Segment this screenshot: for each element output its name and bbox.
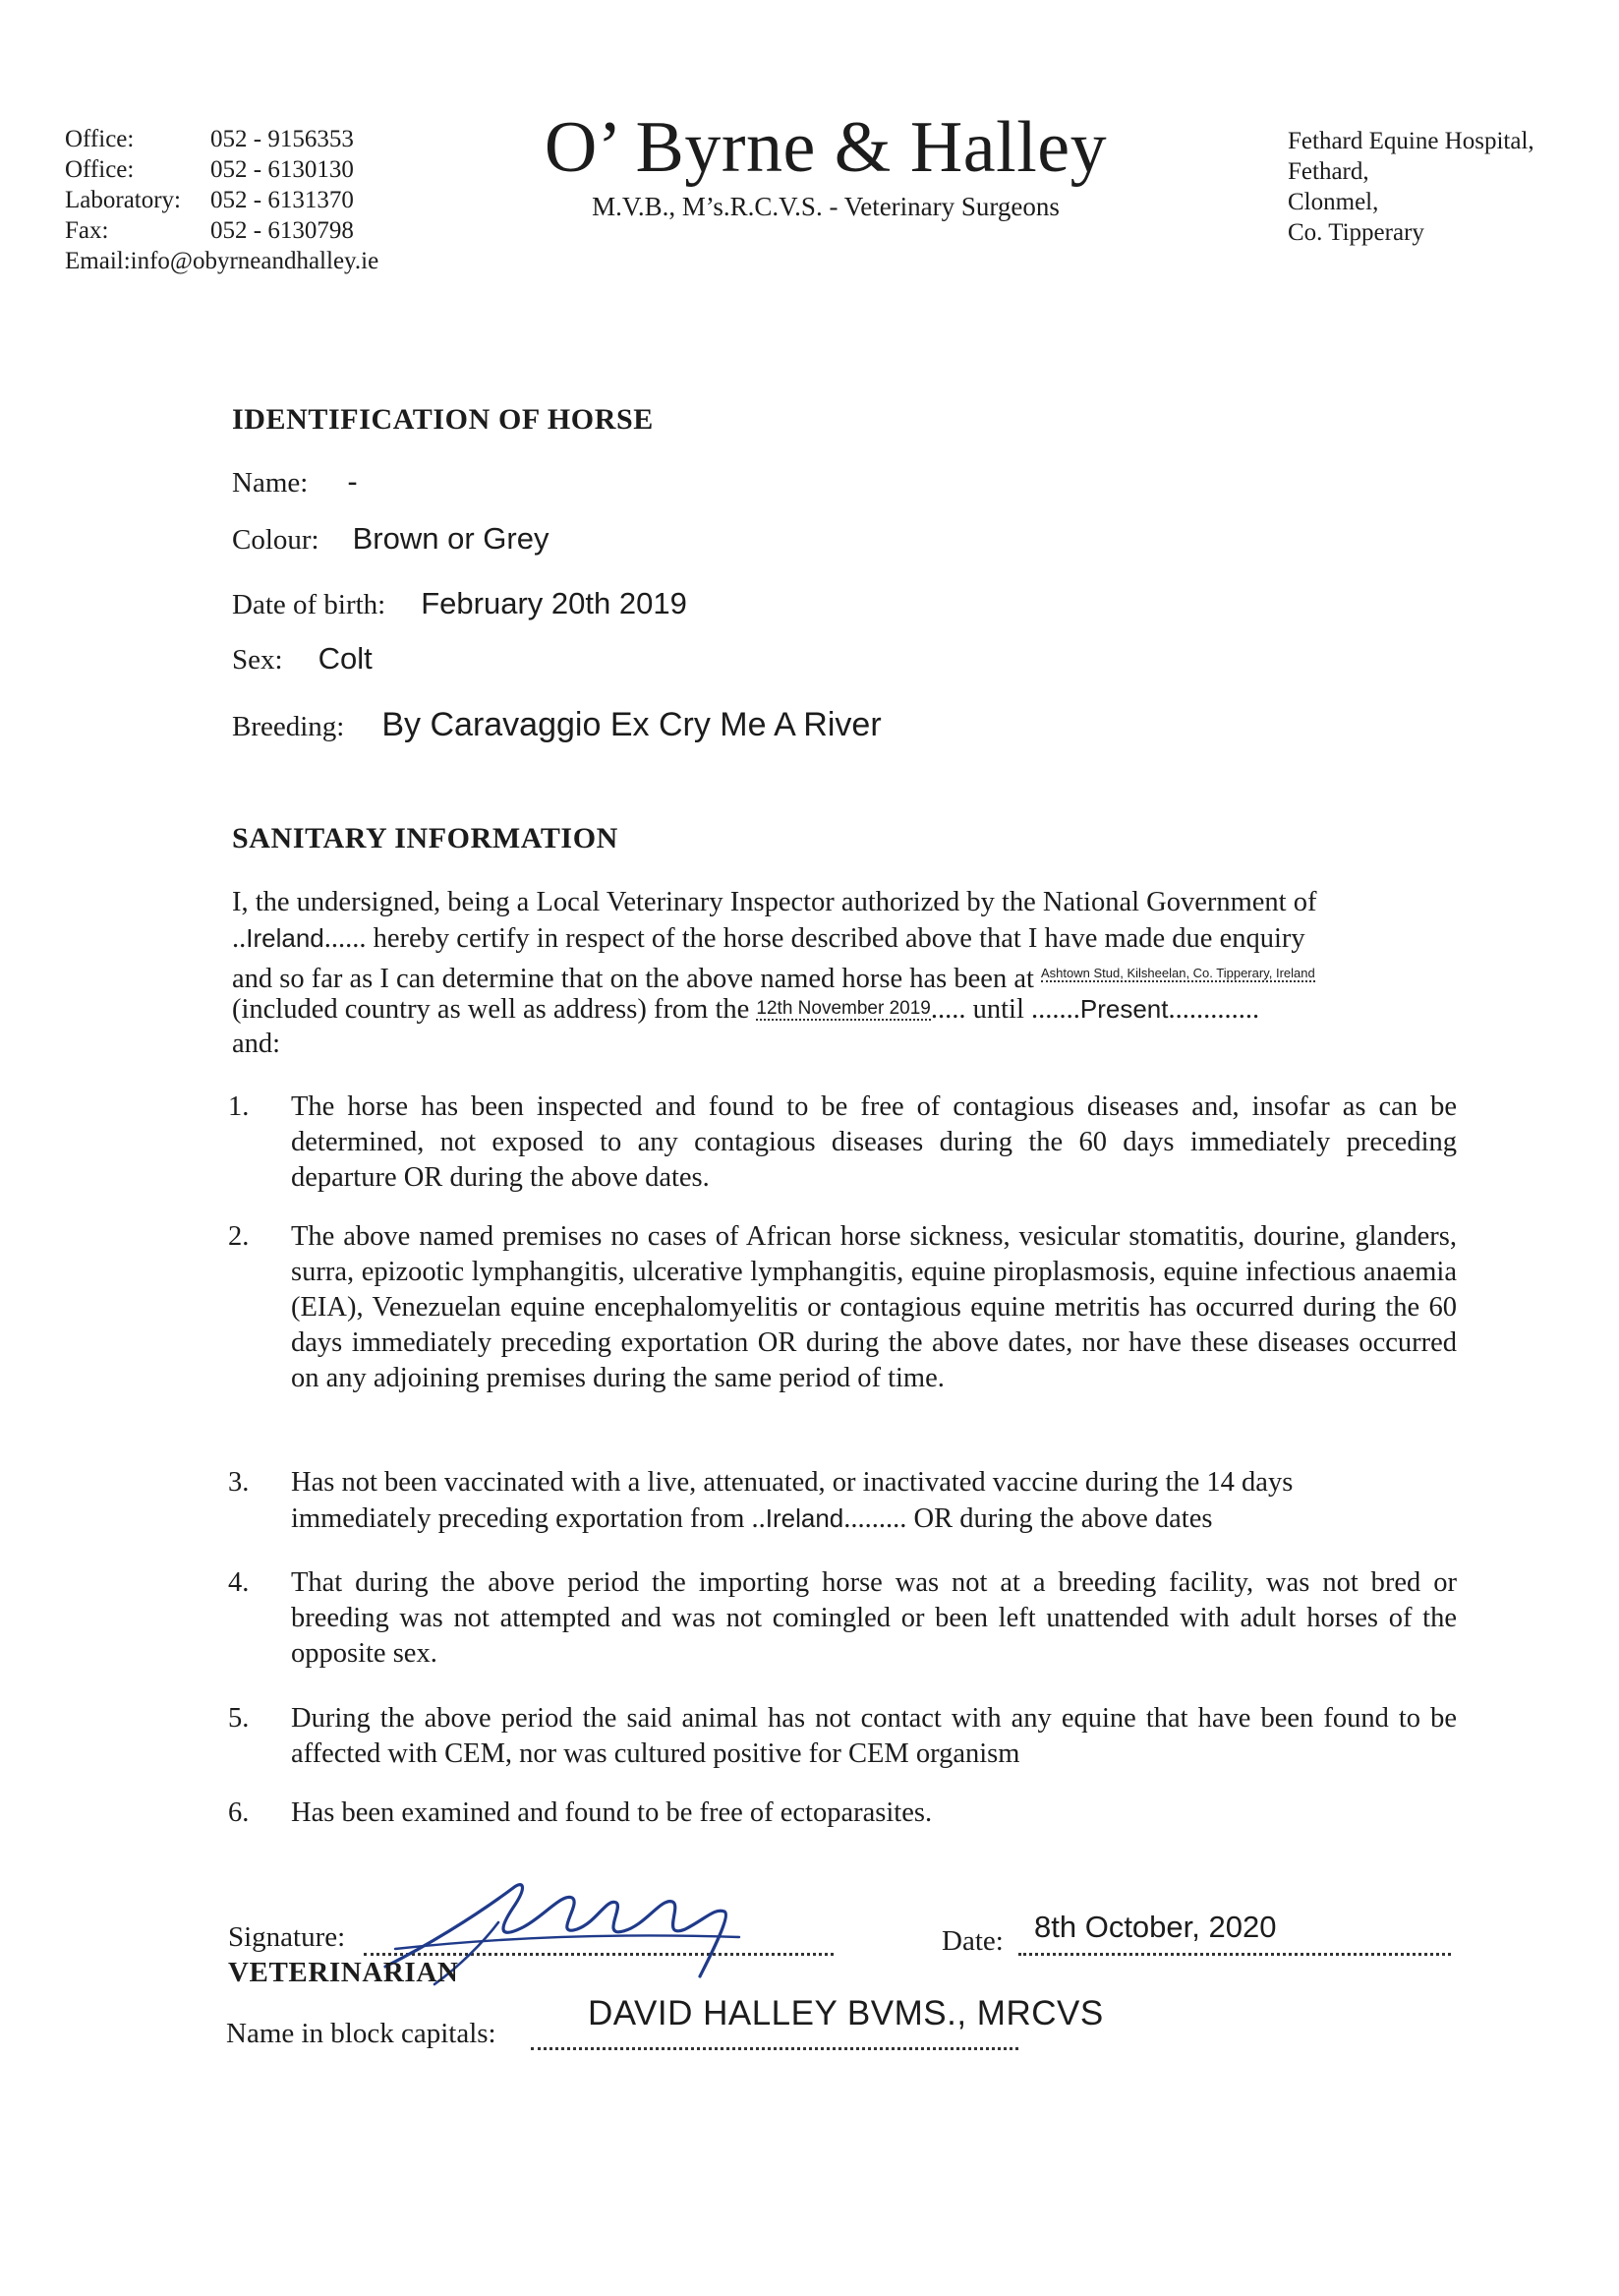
- contact-value: 052 - 9156353: [210, 126, 354, 152]
- sex-value: Colt: [318, 641, 373, 676]
- firm-name: O’ Byrne & Halley: [544, 107, 1108, 188]
- sanitary-heading: SANITARY INFORMATION: [232, 822, 618, 854]
- dots: .............: [1168, 994, 1260, 1025]
- item-number: 6.: [228, 1797, 250, 1828]
- country-value: Ireland: [765, 1503, 844, 1533]
- address-line: Fethard Equine Hospital,: [1288, 128, 1534, 154]
- dob-label: Date of birth:: [232, 589, 386, 620]
- firm-address: [1288, 126, 1534, 248]
- sanitary-item: [228, 1796, 1457, 1831]
- dob-value: February 20th 2019: [421, 586, 687, 620]
- contact-details: [65, 124, 378, 276]
- signature-label: Signature:: [228, 1921, 346, 1953]
- item-text: That during the above period the importing horse was not at a breeding facility, was not bred or breeding was not attempted and was not comingled or been left unattended with adult horses of the opposite sex.: [291, 1567, 1457, 1669]
- name-field: [232, 464, 358, 500]
- identification-heading: IDENTIFICATION OF HORSE: [232, 403, 654, 436]
- intro-line-2: [232, 920, 1305, 957]
- contact-value: 052 - 6131370: [210, 187, 354, 213]
- intro-line-5: and:: [232, 1029, 281, 1059]
- colour-field: [232, 521, 549, 557]
- breeding-field: [232, 706, 882, 744]
- intro-text: ...... hereby certify in respect of the horse described above that I have made due enquiry: [323, 923, 1305, 954]
- veterinarian-label: VETERINARIAN: [228, 1957, 459, 1988]
- item-number: 5.: [228, 1703, 250, 1734]
- address-line: Fethard,: [1288, 158, 1369, 185]
- date-label: Date:: [942, 1925, 1004, 1957]
- contact-value: 052 - 6130798: [210, 217, 354, 244]
- sanitary-item: [228, 1465, 1457, 1537]
- sex-label: Sex:: [232, 644, 283, 676]
- sanitary-item: [228, 1089, 1457, 1196]
- premises-value: Ashtown Stud, Kilsheelan, Co. Tipperary, Ireland: [1041, 966, 1315, 980]
- contact-value: 052 - 6130130: [210, 156, 354, 183]
- intro-text: and so far as I can determine that on the above named horse has been at: [232, 964, 1034, 994]
- item-text-block: [291, 1465, 1457, 1537]
- contact-row: [65, 154, 378, 185]
- intro-text: (included country as well as address) from the: [232, 994, 750, 1025]
- dob-field: [232, 586, 687, 621]
- sanitary-item: [228, 1219, 1457, 1396]
- intro-line-1: I, the undersigned, being a Local Veterinary Inspector authorized by the National Government of: [232, 887, 1317, 917]
- item-text: Has not been vaccinated with a live, attenuated, or inactivated vaccine during the 14 days: [291, 1467, 1294, 1498]
- item-text: The above named premises no cases of African horse sickness, vesicular stomatitis, dourine, glanders, surra, epizootic lymphangitis, ulcerative lymphangitis, equine piroplasmosis, equine infectious anaemia (EIA), Venezuelan equine encephalomyelitis or contagious equine metritis has occurred during the 60 days immediately preceding exportation OR during the above dates, nor have these diseases occurred on any adjoining premises during the same period of time.: [291, 1221, 1457, 1393]
- contact-row: [65, 215, 378, 246]
- breeding-label: Breeding:: [232, 711, 345, 742]
- item-number: 2.: [228, 1221, 250, 1252]
- item-number: 3.: [228, 1467, 250, 1498]
- item-text: ......... OR during the above dates: [843, 1503, 1213, 1534]
- item-text: immediately preceding exportation from ..: [291, 1503, 766, 1534]
- block-name-label: Name in block capitals:: [226, 2018, 496, 2049]
- contact-label: Office:: [65, 126, 135, 152]
- item-text: During the above period the said animal has not contact with any equine that have been found to be affected with CEM, nor was cultured positive for CEM organism: [291, 1703, 1457, 1769]
- date-line: [1018, 1953, 1451, 1956]
- name-label: Name:: [232, 467, 309, 499]
- contact-label: Laboratory:: [65, 187, 182, 213]
- firm-subtitle: M.V.B., M’s.R.C.V.S. - Veterinary Surgeons: [592, 192, 1060, 221]
- address-line: Co. Tipperary: [1288, 219, 1424, 246]
- colour-label: Colour:: [232, 524, 319, 556]
- contact-row: [65, 124, 378, 154]
- block-name-value: DAVID HALLEY BVMS., MRCVS: [588, 1994, 1104, 2032]
- item-text: The horse has been inspected and found to be free of contagious diseases and, insofar as can be determined, not exposed to any contagious diseases during the 60 days immediately preceding departure OR during the above dates.: [291, 1091, 1457, 1193]
- contact-label: Office:: [65, 156, 135, 183]
- sanitary-item: [228, 1701, 1457, 1772]
- sanitary-item: [228, 1565, 1457, 1672]
- address-line: Clonmel,: [1288, 189, 1379, 215]
- dots: ..: [232, 923, 247, 954]
- until-value: Present: [1079, 994, 1169, 1024]
- item-number: 1.: [228, 1091, 250, 1122]
- name-value: -: [347, 464, 358, 499]
- firm-header: [521, 106, 1130, 222]
- date-value: 8th October, 2020: [1034, 1910, 1277, 1944]
- breeding-value: By Caravaggio Ex Cry Me A River: [381, 706, 882, 743]
- contact-email: Email:info@obyrneandhalley.ie: [65, 248, 379, 274]
- item-text: Has been examined and found to be free of ectoparasites.: [291, 1797, 933, 1828]
- intro-text: ..... until .......: [930, 994, 1080, 1025]
- colour-value: Brown or Grey: [352, 521, 549, 556]
- contact-label: Fax:: [65, 217, 109, 244]
- from-date-value: 12th November 2019: [756, 998, 931, 1019]
- item-number: 4.: [228, 1567, 250, 1598]
- contact-row: [65, 185, 378, 215]
- country-value: Ireland: [246, 923, 324, 953]
- block-name-line: [531, 2047, 1018, 2050]
- sex-field: [232, 641, 373, 677]
- intro-line-4: [232, 991, 1259, 1028]
